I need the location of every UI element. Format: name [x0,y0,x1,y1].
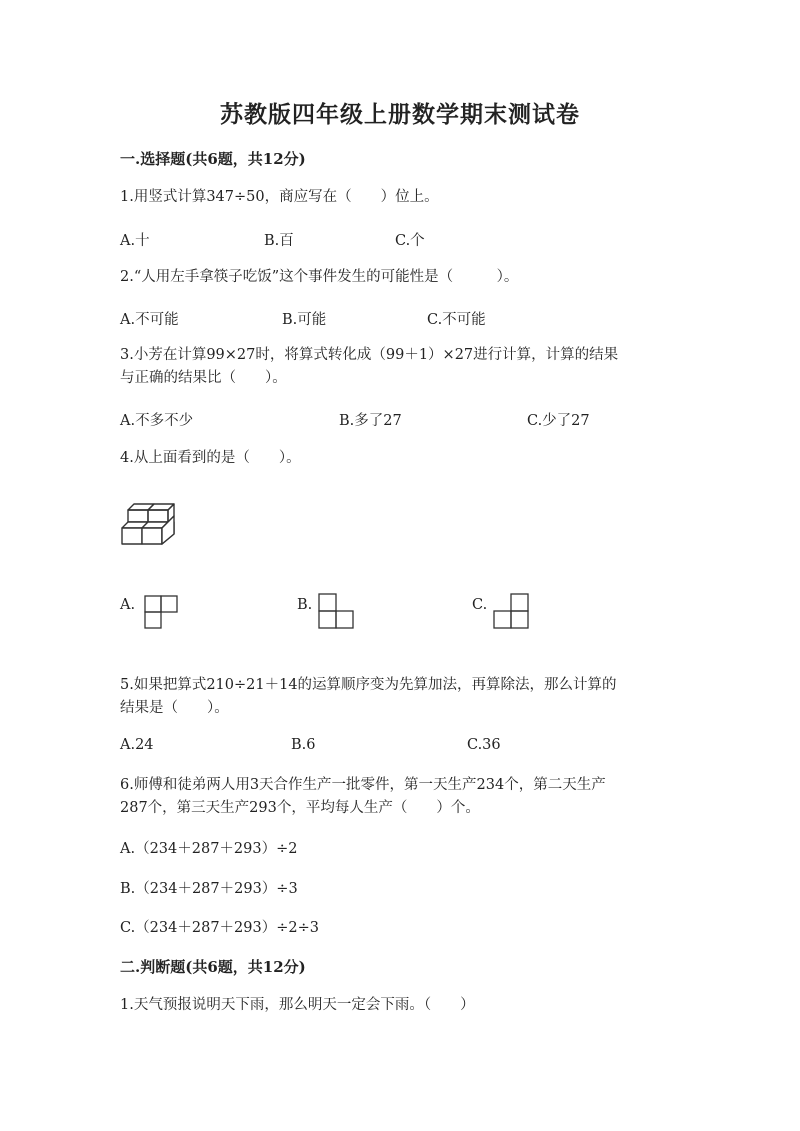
section-heading-choice: 一.选择题(共6题，共12分) [120,150,306,168]
top-view-option-c-figure[interactable] [492,592,530,630]
question-5-line-2: 结果是（ ）。 [120,700,229,716]
question-3-line-2: 与正确的结果比（ ）。 [120,370,287,386]
question-4-option-b[interactable]: B. [297,597,313,613]
question-6-option-b[interactable]: B.（234＋287＋293）÷3 [120,881,298,897]
top-view-option-b-figure[interactable] [317,592,355,630]
question-4-option-c[interactable]: C. [472,597,488,613]
question-1-option-b[interactable]: B.百 [264,233,294,249]
question-6-line-2: 287个，第三天生产293个，平均每人生产（ ）个。 [120,800,480,816]
question-5-option-a[interactable]: A.24 [120,737,154,753]
question-5-line-1: 5.如果把算式210÷21＋14的运算顺序变为先算加法，再算除法，那么计算的 [120,677,617,693]
question-1-option-c[interactable]: C.个 [395,233,425,249]
question-1-option-a[interactable]: A.十 [120,233,150,249]
question-6-option-a[interactable]: A.（234＋287＋293）÷2 [120,841,298,857]
question-2-option-c[interactable]: C.不可能 [427,312,486,328]
top-view-option-a-figure[interactable] [143,594,179,630]
question-3-option-c[interactable]: C.少了27 [527,413,590,429]
section-heading-judgment: 二.判断题(共6题，共12分) [120,958,306,976]
question-6-option-c[interactable]: C.（234＋287＋293）÷2÷3 [120,920,319,936]
cube-stack-figure [118,498,182,548]
question-3-line-1: 3.小芳在计算99×27时，将算式转化成（99＋1）×27进行计算，计算的结果 [120,347,619,363]
question-2-text: 2.“人用左手拿筷子吃饭”这个事件发生的可能性是（ ）。 [120,269,519,285]
judgment-question-1-text: 1.天气预报说明天下雨，那么明天一定会下雨。（ ） [120,997,475,1013]
question-6-line-1: 6.师傅和徒弟两人用3天合作生产一批零件，第一天生产234个，第二天生产 [120,777,606,793]
question-5-option-b[interactable]: B.6 [291,737,316,753]
question-3-option-b[interactable]: B.多了27 [339,413,402,429]
question-3-option-a[interactable]: A.不多不少 [120,413,194,429]
page-title: 苏教版四年级上册数学期末测试卷 [220,101,580,128]
question-4-text: 4.从上面看到的是（ ）。 [120,450,301,466]
question-1-text: 1.用竖式计算347÷50，商应写在（ ）位上。 [120,189,439,205]
question-4-option-a[interactable]: A. [120,597,136,613]
question-5-option-c[interactable]: C.36 [467,737,501,753]
question-2-option-b[interactable]: B.可能 [282,312,327,328]
question-2-option-a[interactable]: A.不可能 [120,312,179,328]
